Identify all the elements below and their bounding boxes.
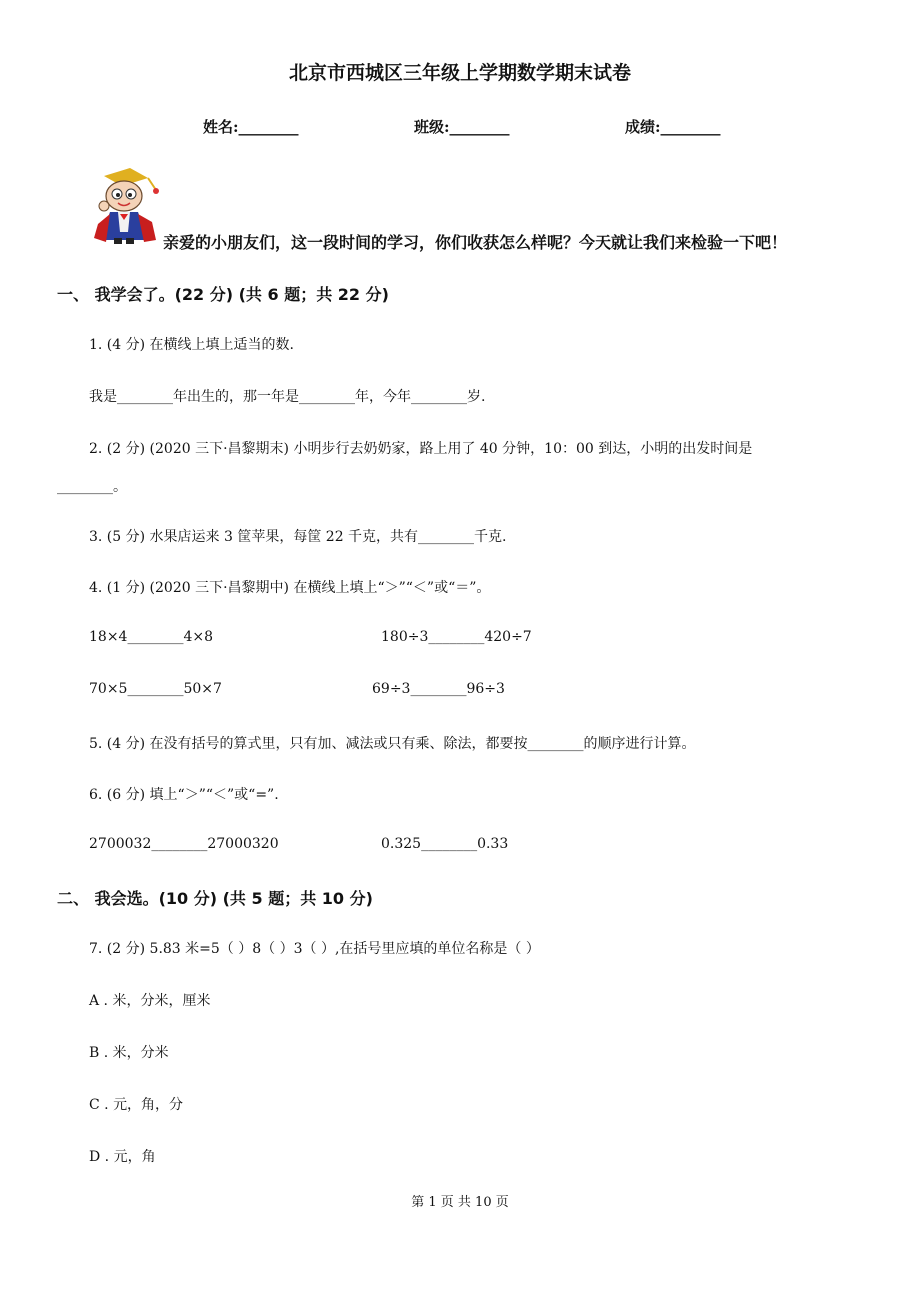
section-2-title: 二、 我会选。(10 分) (共 5 题；共 10 分) (57, 889, 373, 908)
question-6-stem: 6. (6 分) 填上“＞”“＜”或“=”. (89, 787, 279, 803)
question-1-stem: 1. (4 分) 在横线上填上适当的数. (89, 337, 294, 353)
page-footer: 第 1 页 共 10 页 (411, 1195, 509, 1210)
question-4-item: 69÷3________96÷3 (372, 681, 505, 697)
question-7-option-a[interactable]: A . 米，分米，厘米 (89, 993, 211, 1009)
score-field: 成绩:________ (625, 118, 721, 136)
question-6-item: 2700032________27000320 (89, 836, 279, 852)
class-field: 班级:________ (414, 118, 510, 136)
question-4-item: 180÷3________420÷7 (381, 629, 532, 645)
question-7-stem: 7. (2 分) 5.83 米=5（ ）8（ ）3（ ）,在括号里应填的单位名称是（ ） (89, 941, 540, 957)
section-1-title: 一、 我学会了。(22 分) (共 6 题；共 22 分) (57, 285, 389, 304)
question-1-blank-line: 我是________年出生的，那一年是________年，今年________岁. (89, 389, 486, 405)
question-7-option-c[interactable]: C . 元，角，分 (89, 1097, 184, 1113)
question-4-stem: 4. (1 分) (2020 三下·昌黎期中) 在横线上填上“＞”“＜”或“＝”。 (89, 580, 491, 596)
mascot-image (90, 166, 162, 246)
question-7-option-d[interactable]: D . 元，角 (89, 1149, 156, 1165)
greeting-text: 亲爱的小朋友们，这一段时间的学习，你们收获怎么样呢？今天就让我们来检验一下吧！ (163, 233, 788, 252)
question-2-stem: 2. (2 分) (2020 三下·昌黎期末) 小明步行去奶奶家，路上用了 40 分钟，10：00 到达，小明的出发时间是 (89, 441, 753, 457)
question-5-stem: 5. (4 分) 在没有括号的算式里，只有加、减法或只有乘、除法，都要按________的顺序进行计算。 (89, 736, 696, 752)
name-field: 姓名:________ (203, 118, 299, 136)
question-4-item: 18×4________4×8 (89, 629, 213, 645)
question-2-continuation: ________。 (57, 479, 127, 495)
question-3-stem: 3. (5 分) 水果店运来 3 筐苹果，每筐 22 千克，共有________千克. (89, 529, 507, 545)
question-4-item: 70×5________50×7 (89, 681, 222, 697)
question-7-option-b[interactable]: B . 米，分米 (89, 1045, 169, 1061)
question-6-item: 0.325________0.33 (381, 836, 509, 852)
page-title: 北京市西城区三年级上学期数学期末试卷 (288, 62, 631, 84)
